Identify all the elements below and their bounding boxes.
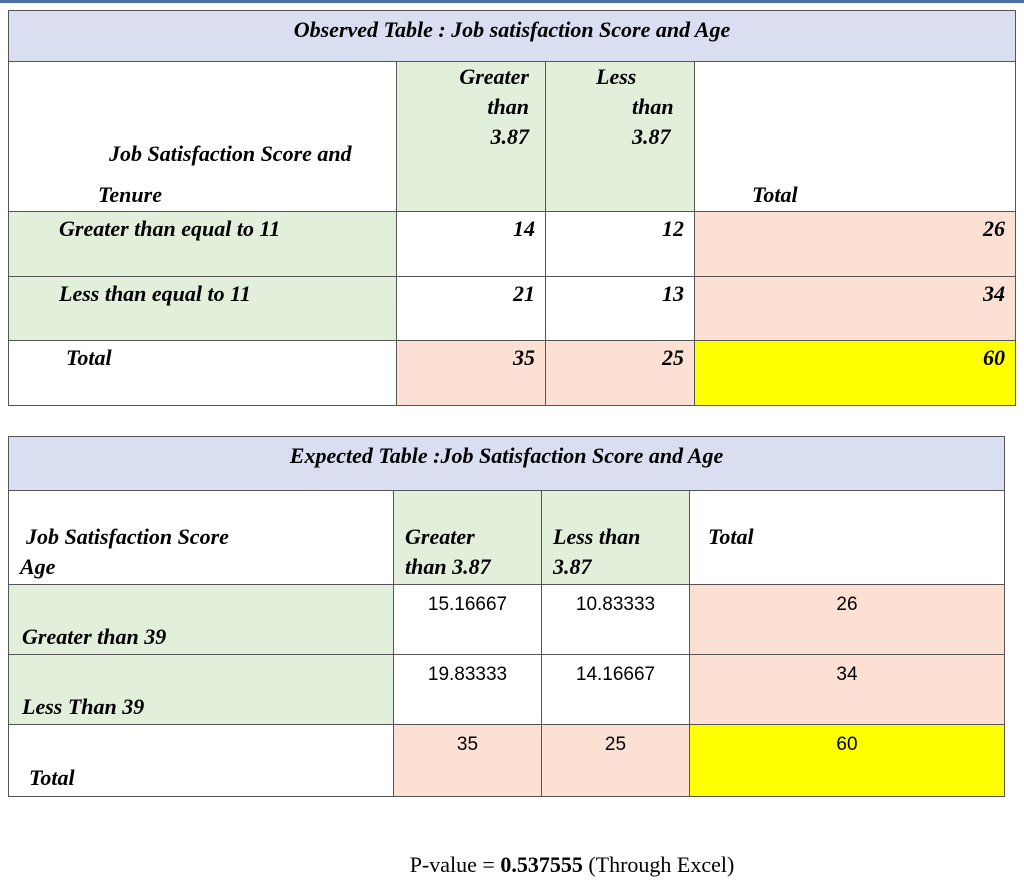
observed-title-text: Observed Table : Job satisfaction Score and Age: [293, 17, 731, 42]
observed-col2-line3: 3.87: [632, 124, 671, 149]
observed-col-less-header: [545, 61, 695, 212]
observed-col-total: 35: [396, 340, 546, 406]
expected-row2-label-text: Less Than 39: [22, 694, 145, 719]
expected-total-header-text: Total: [708, 524, 754, 549]
expected-col2-line1: Less than: [553, 524, 641, 549]
observed-row-total: 26: [694, 211, 1016, 277]
observed-col1-line2: than: [487, 94, 529, 119]
p-value-number: 0.537555: [500, 852, 583, 877]
expected-cell: 14.16667: [541, 654, 690, 725]
expected-row-label: [8, 654, 394, 725]
p-value-prefix: P-value =: [409, 852, 501, 877]
expected-corner-header: [8, 490, 394, 585]
observed-col-total: 25: [545, 340, 695, 406]
expected-col1-line1: Greater: [405, 524, 475, 549]
observed-table: [8, 10, 1016, 406]
observed-corner-line2: Tenure: [98, 182, 162, 207]
expected-corner-line2: Age: [20, 554, 56, 579]
top-rule: [0, 0, 1024, 3]
observed-row1-label-text: Greater than equal to 11: [59, 216, 281, 241]
observed-corner-header: [8, 61, 397, 212]
observed-total-row-label: [8, 340, 397, 406]
expected-total-row-label: [8, 724, 394, 797]
expected-col-total-header: [689, 490, 1005, 585]
observed-cell: 21: [396, 276, 546, 341]
observed-col-total-header: [694, 61, 1016, 212]
expected-col1-line2: than 3.87: [405, 554, 491, 579]
expected-col-total: 35: [393, 724, 542, 797]
expected-table: [8, 436, 1005, 798]
observed-grand-total: 60: [694, 340, 1016, 406]
observed-table-title: [8, 10, 1016, 62]
expected-row-total: 26: [689, 584, 1005, 655]
expected-col2-line2: 3.87: [553, 554, 592, 579]
observed-col2-line2: than: [632, 94, 674, 119]
observed-col1-line1: Greater: [459, 64, 529, 89]
expected-total-label-text: Total: [29, 765, 75, 790]
expected-cell: 10.83333: [541, 584, 690, 655]
expected-title-text: Expected Table :Job Satisfaction Score and Age: [289, 443, 724, 468]
p-value-suffix: (Through Excel): [582, 852, 735, 877]
observed-cell: 12: [545, 211, 695, 277]
expected-col-greater-header: [393, 490, 542, 585]
observed-cell: 13: [545, 276, 695, 341]
observed-cell: 14: [396, 211, 546, 277]
observed-row2-label-text: Less than equal to 11: [59, 281, 251, 306]
expected-grand-total: 60: [689, 724, 1005, 797]
expected-cell: 15.16667: [393, 584, 542, 655]
observed-corner-line1: Job Satisfaction Score and: [109, 141, 352, 166]
observed-col2-line1: Less: [596, 64, 637, 89]
expected-row-label: [8, 584, 394, 655]
expected-col-less-header: [541, 490, 690, 585]
expected-table-title: [8, 436, 1005, 491]
observed-row-label: [8, 211, 397, 277]
expected-corner-line1: Job Satisfaction Score: [26, 524, 229, 549]
expected-col-total: 25: [541, 724, 690, 797]
expected-row-total: 34: [689, 654, 1005, 725]
observed-total-label-text: Total: [66, 345, 112, 370]
observed-col1-line3: 3.87: [490, 124, 529, 149]
observed-total-header-text: Total: [752, 182, 798, 207]
p-value-caption: [0, 852, 1024, 878]
observed-row-total: 34: [694, 276, 1016, 341]
observed-col-greater-header: [396, 61, 546, 212]
observed-row-label: [8, 276, 397, 341]
expected-cell: 19.83333: [393, 654, 542, 725]
expected-row1-label-text: Greater than 39: [22, 624, 167, 649]
